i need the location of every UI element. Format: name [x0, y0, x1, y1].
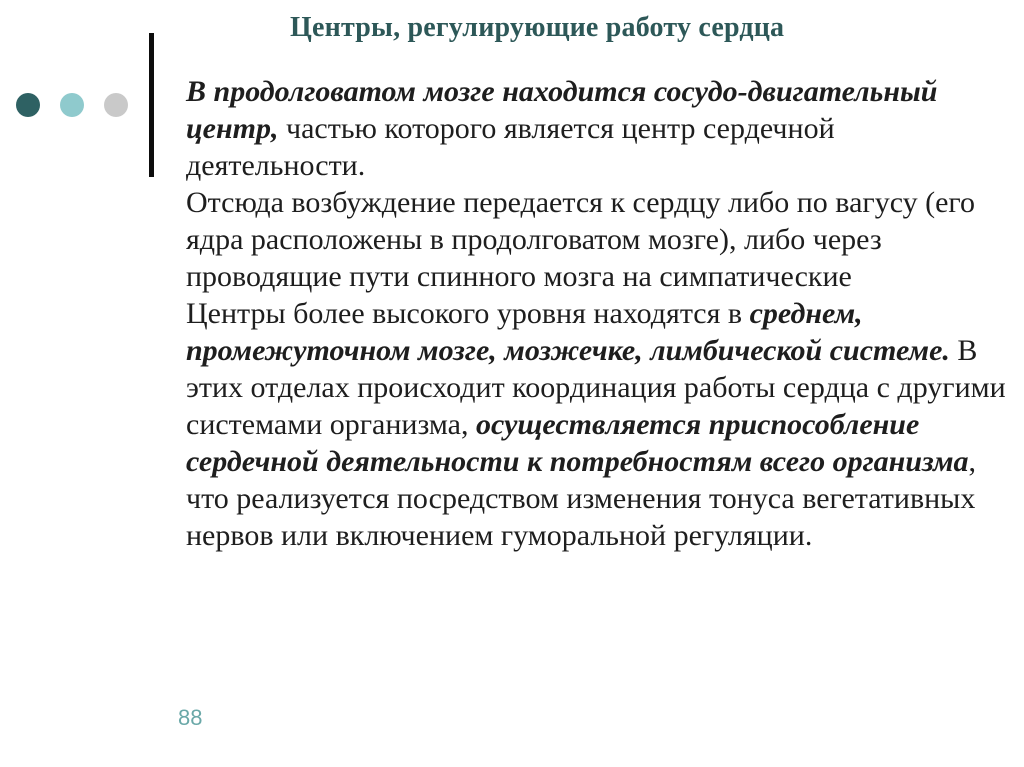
- decor-dot-light: [60, 93, 84, 117]
- paragraph-1-emphasis: В продолговатом мозге находится сосудо-двигательный центр,: [186, 75, 938, 145]
- slide-body: [186, 73, 1011, 554]
- paragraph-3-text-3: , что реализуется посредством изменения тонуса вегетативных нервов или включением гуморальной регуляции.: [186, 445, 977, 552]
- decor-dot-dark: [16, 93, 40, 117]
- paragraph-2: Отсюда возбуждение передается к сердцу либо по вагусу (его ядра расположены в продолговатом мозге), либо через проводящие пути спинного мозга на симпатические: [186, 186, 975, 293]
- decor-dot-gray: [104, 93, 128, 117]
- paragraph-3-text-2: В этих отделах происходит координация работы сердца с другими системами организма,: [186, 334, 1006, 441]
- vertical-divider: [149, 33, 154, 177]
- paragraph-3: [186, 295, 1011, 554]
- paragraph-3-emphasis-2: осуществляется приспособление сердечной деятельности к потребностям всего организма: [186, 408, 969, 478]
- paragraph-3-text-1: Центры более высокого уровня находятся в: [186, 297, 750, 330]
- paragraph-1-text: частью которого является центр сердечной деятельности.: [186, 112, 835, 182]
- page-number: 88: [178, 705, 203, 730]
- paragraph-1: [186, 73, 1011, 184]
- paragraph-3-emphasis-1: среднем, промежуточном мозге, мозжечке, лимбической системе.: [186, 297, 950, 367]
- slide-title: Центры, регулирующие работу сердца: [290, 12, 785, 43]
